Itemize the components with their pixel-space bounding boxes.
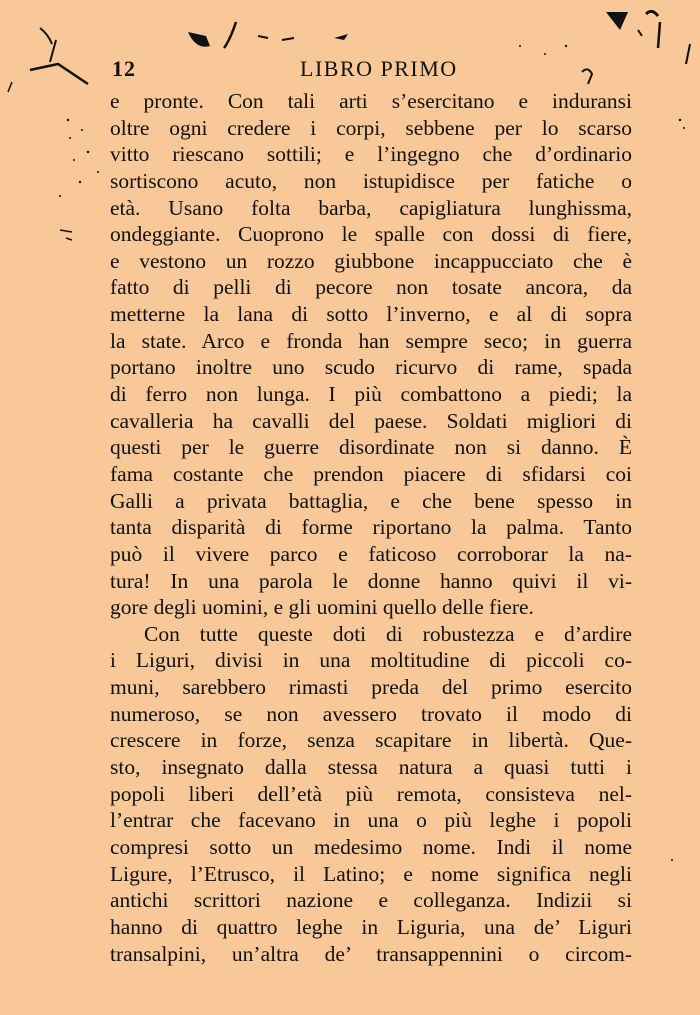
text-line: transalpini, un’altra de’ transappennini o circom- bbox=[110, 941, 632, 966]
text-line: popoli liberi dell’età più remota, consisteva nel- bbox=[110, 781, 632, 806]
text-line: l’entrar che facevano in una o più leghe i popoli bbox=[110, 808, 632, 833]
text-line: Galli a privata battaglia, e che bene spesso in bbox=[110, 488, 632, 513]
text-line: numeroso, se non avessero trovato il modo di bbox=[110, 701, 632, 726]
page-header bbox=[108, 56, 628, 86]
text-line: sto, insegnato dalla stessa natura a quasi tutti i bbox=[110, 755, 632, 780]
text-line: fama costante che prendon piacere di sfidarsi coi bbox=[110, 461, 632, 486]
text-line: oltre ogni credere i corpi, sebbene per lo scarso bbox=[110, 115, 632, 140]
text-line: sortiscono acuto, non istupidisce per fatiche o bbox=[110, 168, 632, 193]
text-line: antichi scrittori nazione e colleganza. Indizii si bbox=[110, 888, 632, 913]
text-line: compresi sotto un medesimo nome. Indi il nome bbox=[110, 834, 632, 859]
body-text bbox=[110, 88, 632, 967]
text-line: Ligure, l’Etrusco, il Latino; e nome significa negli bbox=[110, 861, 632, 886]
text-line: ondeggiante. Cuoprono le spalle con dossi di fiere, bbox=[110, 222, 632, 247]
text-line: di ferro non lunga. I più combattono a piedi; la bbox=[110, 382, 632, 407]
text-line: età. Usano folta barba, capigliatura lunghissma, bbox=[110, 195, 632, 220]
text-line: Con tutte queste doti di robustezza e d’ardire bbox=[144, 621, 632, 646]
text-line: gore degli uomini, e gli uomini quello delle fiere. bbox=[110, 595, 534, 620]
text-line: può il vivere parco e faticoso corroborar la na- bbox=[110, 541, 632, 566]
text-line: tanta disparità di forme riportano la palma. Tanto bbox=[110, 515, 632, 540]
text-line: cavalleria ha cavalli del paese. Soldati migliori di bbox=[110, 408, 632, 433]
text-line: metterne la lana di sotto l’inverno, e al di sopra bbox=[110, 302, 632, 327]
text-line: fatto di pelli di pecore non tosate ancora, da bbox=[110, 275, 632, 300]
text-line: portano inoltre uno scudo ricurvo di rame, spada bbox=[110, 355, 632, 380]
text-line: questi per le guerre disordinate non si danno. È bbox=[110, 435, 632, 460]
text-line: vitto riescano sottili; e l’ingegno che d’ordinario bbox=[110, 142, 632, 167]
page-number: 12 bbox=[112, 56, 136, 81]
text-line: tura! In una parola le donne hanno quivi il vi- bbox=[110, 568, 632, 593]
text-line: hanno di quattro leghe in Liguria, una de’ Liguri bbox=[110, 914, 632, 939]
running-head: LIBRO PRIMO bbox=[300, 56, 458, 81]
text-line: e vestono un rozzo giubbone incappucciato che è bbox=[110, 248, 632, 273]
text-line: i Liguri, divisi in una moltitudine di piccoli co- bbox=[110, 648, 632, 673]
text-line: muni, sarebbero rimasti preda del primo esercito bbox=[110, 675, 632, 700]
text-line: la state. Arco e fronda han sempre seco; in guerra bbox=[110, 328, 632, 353]
text-line: crescere in forze, senza scapitare in libertà. Que- bbox=[110, 728, 632, 753]
text-line: e pronte. Con tali arti s’esercitano e induransi bbox=[110, 89, 632, 113]
